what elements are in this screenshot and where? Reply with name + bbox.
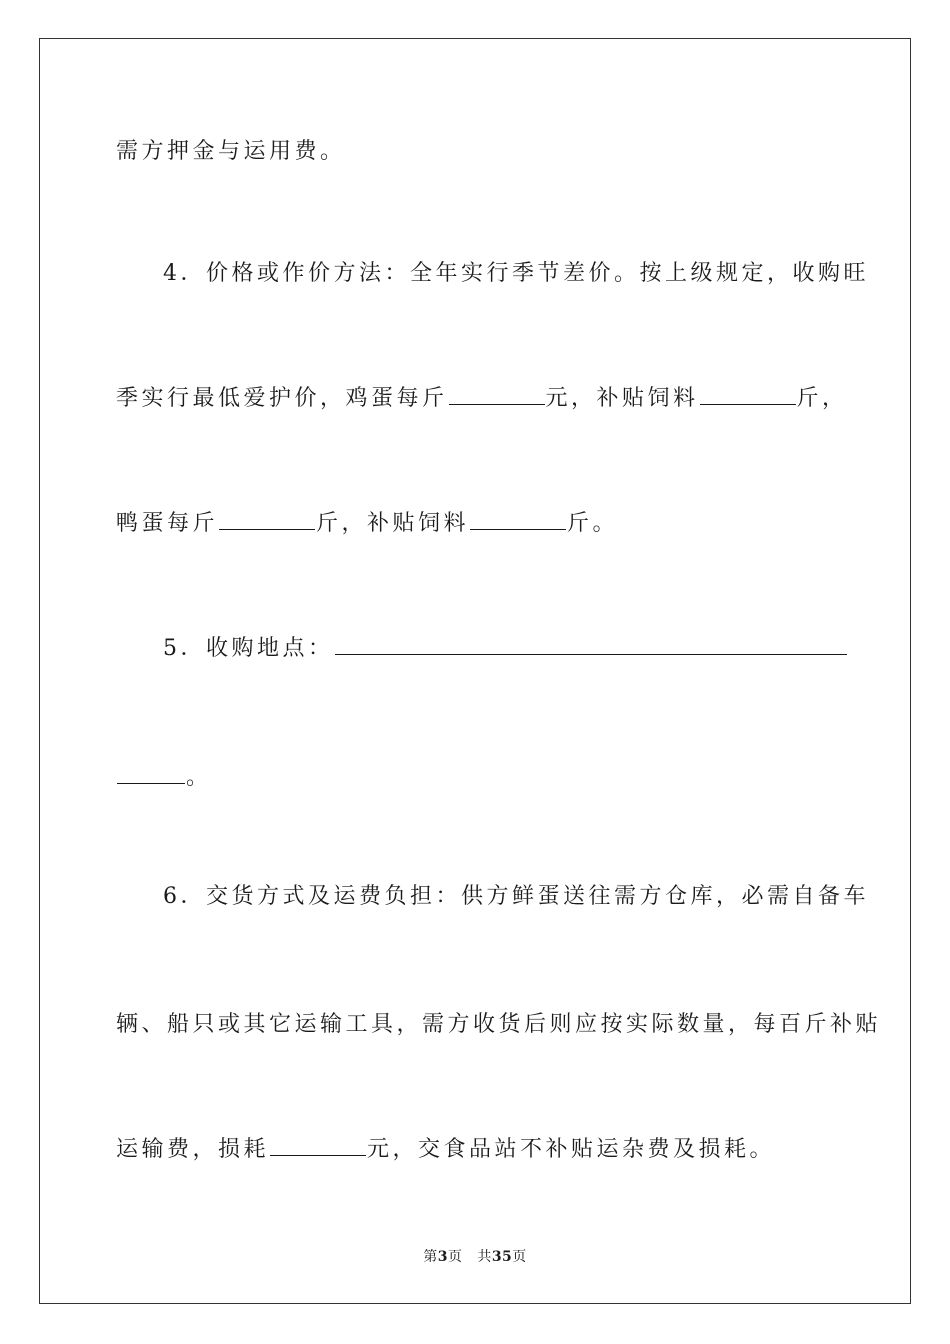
paragraph-line-4 [116,507,618,539]
fill-in-blank-location-continued[interactable] [117,761,185,784]
fill-in-blank-duck-egg-price[interactable] [219,507,315,530]
total-pages: 35 [491,1249,513,1265]
paragraph-line-8 [116,1010,881,1040]
total-suffix: 页 [512,1249,527,1265]
paragraph-line-6 [116,761,212,793]
paragraph-line-5 [163,632,848,664]
line-text: 运输费，损耗 [116,1137,270,1162]
paragraph-line-2 [163,259,869,289]
line-text: 斤，补贴饲料 [316,511,470,536]
paragraph-line-3 [116,382,848,414]
line-text: 元，交食品站不补贴运杂费及损耗。 [367,1137,776,1162]
total-prefix: 共 [477,1249,492,1265]
page-suffix: 页 [447,1249,463,1265]
line-text: 季实行最低爱护价，鸡蛋每斤 [116,386,448,411]
line-text: 5．收购地点： [163,636,334,661]
line-text: 斤， [796,386,848,411]
page-border [39,38,911,1304]
fill-in-blank-purchase-location[interactable] [335,632,847,655]
fill-in-blank-feed-subsidy[interactable] [700,382,796,405]
fill-in-blank-duck-feed-subsidy[interactable] [470,507,566,530]
line-text: 6．交货方式及运费负担：供方鲜蛋送往需方仓库，必需自备车 [163,884,869,909]
paragraph-line-1 [116,137,346,167]
fill-in-blank-loss[interactable] [270,1133,366,1156]
line-text: 元，补贴饲料 [545,386,699,411]
line-text: 辆、船只或其它运输工具，需方收货后则应按实际数量，每百斤补贴 [116,1012,882,1037]
line-text: 斤。 [567,511,619,536]
fill-in-blank-egg-price[interactable] [449,382,545,405]
line-text: 4．价格或作价方法：全年实行季节差价。按上级规定，收购旺 [163,261,869,286]
page-prefix: 第 [423,1249,438,1265]
page-footer [0,1246,950,1266]
page-number: 3 [437,1249,448,1265]
paragraph-line-9 [116,1133,775,1165]
line-text: 。 [186,765,212,790]
line-text: 鸭蛋每斤 [116,511,219,536]
paragraph-line-7 [163,882,869,912]
line-text: 需方押金与运用费。 [116,139,346,164]
